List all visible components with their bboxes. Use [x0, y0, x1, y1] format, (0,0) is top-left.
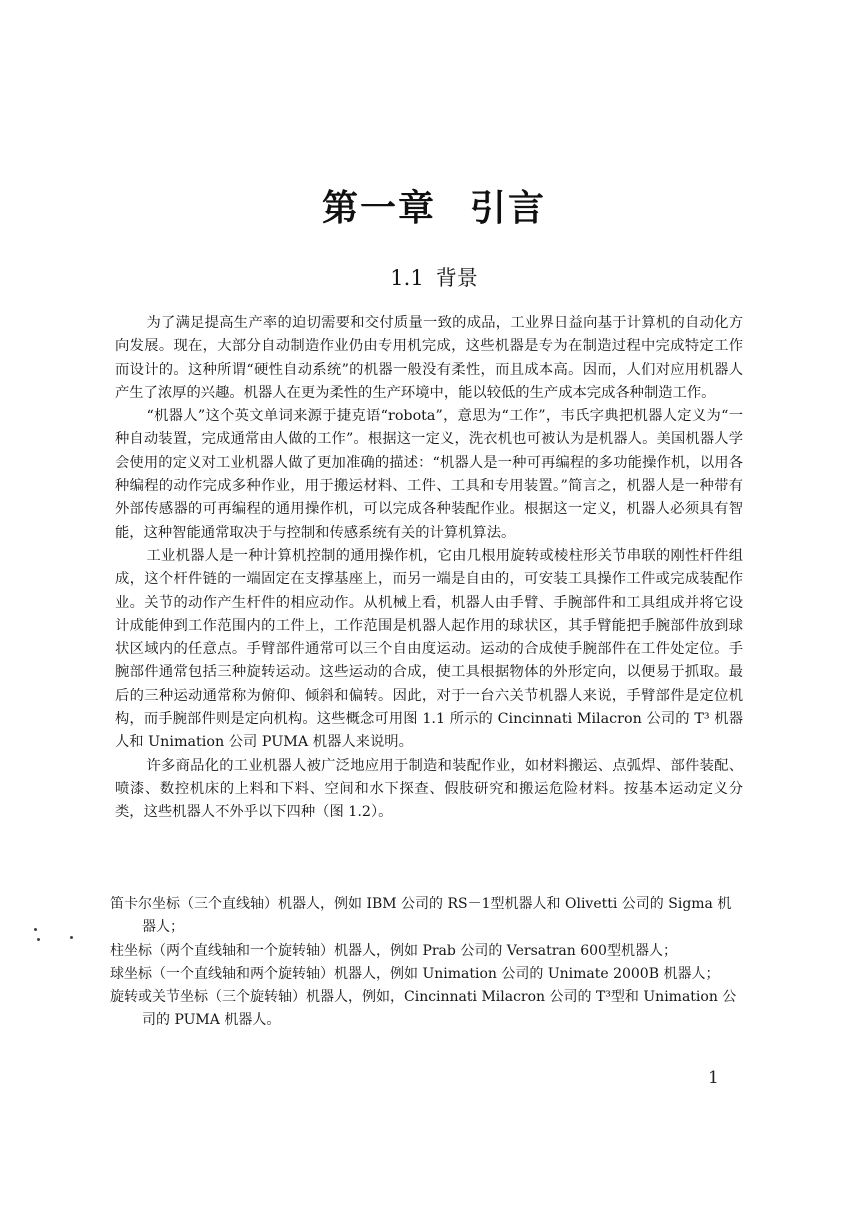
section-heading — [0, 262, 868, 292]
scan-speck — [37, 938, 40, 941]
scan-speck — [70, 936, 73, 939]
chapter-name: 引言 — [470, 188, 547, 229]
chapter-title — [0, 180, 868, 231]
list-item: 笛卡尔坐标（三个直线轴）机器人，例如 IBM 公司的 RS－1型机器人和 Olivetti 公司的 Sigma 机器人； — [110, 896, 732, 936]
list-item: 旋转或关节坐标（三个旋转轴）机器人，例如，Cincinnati Milacron 公司的 T³型和 Unimation 公司的 PUMA 机器人。 — [110, 989, 737, 1029]
page-number: 1 — [708, 1068, 719, 1088]
scan-speck — [34, 928, 37, 931]
chapter-number: 第一章 — [321, 188, 436, 229]
paragraph: 许多商品化的工业机器人被广泛地应用于制造和装配作业，如材料搬运、点弧焊、部件装配、喷漆、数控机床的上料和下料、空间和水下探查、假肢研究和搬运危险材料。按基本运动定义分类，这些机器人不外乎以下四种（图 1.2）。 — [115, 757, 743, 821]
section-name: 背景 — [435, 266, 478, 290]
body-text — [115, 312, 743, 825]
paragraph: “机器人”这个英文单词来源于捷克语“robota”，意思为“工作”，韦氏字典把机器人定义为“一种自动装置，完成通常由人做的工作”。根据这一定义，洗衣机也可被认为是机器人。美国机器人学会使用的定义对工业机器人做了更加准确的描述：“机器人是一种可再编程的多功能操作机，以用各种编程的动作完成多种作业，用于搬运材料、工件、工具和专用装置。”简言之，机器人是一种带有外部传感器的可再编程的通用操作机，可以完成各种装配作业。根据这一定义，机器人必须具有智能，这种智能通常取决于与控制和传感系统有关的计算机算法。 — [115, 408, 743, 541]
paragraph: 为了满足提高生产率的迫切需要和交付质量一致的成品，工业界日益向基于计算机的自动化方向发展。现在，大部分自动制造作业仍由专用机完成，这些机器是专为在制造过程中完成特定工作而设计的。这种所谓“硬性自动系统”的机器一般没有柔性，而且成本高。因而，人们对应用机器人产生了浓厚的兴趣。机器人在更为柔性的生产环境中，能以较低的生产成本完成各种制造工作。 — [115, 315, 743, 401]
section-number: 1.1 — [390, 266, 424, 290]
list-item: 球坐标（一个直线轴和两个旋转轴）机器人，例如 Unimation 公司的 Unimate 2000B 机器人； — [110, 965, 720, 982]
robot-type-list — [110, 893, 744, 1033]
paragraph: 工业机器人是一种计算机控制的通用操作机，它由几根用旋转或棱柱形关节串联的刚性杆件组成，这个杆件链的一端固定在支撑基座上，而另一端是自由的，可安装工具操作工件或完成装配作业。关节的动作产生杆件的相应动作。从机械上看，机器人由手臂、手腕部件和工具组成并将它设计成能伸到工作范围内的工件上，工作范围是机器人起作用的球状区，其手臂能把手腕部件放到球状区域内的任意点。手臂部件通常可以三个自由度运动。运动的合成使手腕部件在工件处定位。手腕部件通常包括三种旋转运动。这些运动的合成，使工具根据物体的外形定向，以便易于抓取。最后的三种运动通常称为俯仰、倾斜和偏转。因此，对于一台六关节机器人来说，手臂部件是定位机构，而手腕部件则是定向机构。这些概念可用图 1.1 所示的 Cincinnati Milacron 公司的 T³ 机器人和 Unimation 公司 PUMA 机器人来说明。 — [115, 547, 743, 751]
list-item: 柱坐标（两个直线轴和一个旋转轴）机器人，例如 Prab 公司的 Versatran 600型机器人； — [110, 942, 677, 959]
